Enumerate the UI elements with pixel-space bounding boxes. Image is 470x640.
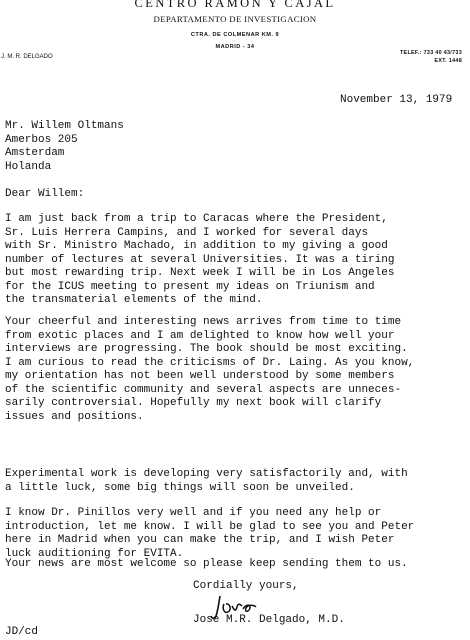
closing: Cordially yours, (193, 580, 299, 592)
paragraph (5, 468, 408, 495)
paragraph (5, 507, 414, 561)
text-line: sarily controversial. Hopefully my next book will clarify (5, 397, 382, 409)
text-line: but most rewarding trip. Next week I will be in Los Angeles (5, 267, 395, 279)
address-line-1: CTRA. DE COLMENAR KM. 9 (190, 32, 280, 38)
address-line-2: MADRID - 34 (215, 44, 255, 50)
text-line: Your news are most welcome so please keep sending them to us. (5, 558, 408, 570)
text-line: luck auditioning for EVITA. (5, 547, 184, 560)
text-line: interviews are progressing. The book should be most exciting. (5, 343, 408, 355)
text-line: I am just back from a trip to Caracas where the President, (5, 213, 388, 225)
text-line: with Sr. Ministro Machado, in addition to my giving a good (5, 240, 388, 252)
telephone-extension: EXT. 1448 (434, 58, 462, 64)
text-line: from exotic places and I am delighted to know how well your (5, 329, 395, 342)
text-line: a little luck, some big things will soon be unveiled. (5, 481, 355, 494)
text-line: the transmaterial elements of the mind. (5, 294, 263, 306)
author-short-name: J. M. R. DELGADO (1, 54, 53, 60)
text-line: for the ICUS meeting to present my ideas on Triunism and (5, 280, 375, 293)
recipient-line: Mr. Willem Oltmans (5, 120, 124, 132)
text-line: of the scientific community and several aspects are unneces- (5, 383, 402, 396)
recipient-line: Amsterdam (5, 147, 65, 159)
text-line: introduction, let me know. I will be glad to see you and Peter (5, 520, 415, 533)
institution-name: CENTRO RAMON Y CAJAL (134, 0, 336, 10)
telephone: TELEF.: 733 40 43/733 (399, 50, 462, 56)
letter-date: November 13, 1979 (340, 94, 453, 106)
text-line: I know Dr. Pinillos very well and if you need any help or (5, 507, 382, 519)
paragraph (5, 316, 414, 424)
text-line: Sr. Luis Herrera Campins, and I worked for several days (5, 226, 369, 239)
text-line: number of lectures at several Universities. It was a tiring (5, 253, 395, 266)
recipient-address (5, 120, 124, 174)
paragraph (5, 213, 394, 308)
text-line: here in Madrid when you can make the trip, and I wish Peter (5, 534, 395, 546)
paragraph (5, 558, 408, 572)
department-name: DEPARTAMENTO DE INVESTIGACION (153, 14, 317, 24)
text-line: I am curious to read the criticisms of Dr. Laing. As you know, (5, 356, 415, 369)
text-line: my orientation has not been well understood by some members (5, 370, 395, 382)
recipient-line: Holanda (5, 160, 52, 173)
text-line: Experimental work is developing very satisfactorily and, with (5, 468, 408, 480)
salutation: Dear Willem: (5, 188, 85, 200)
recipient-line: Amerbos 205 (5, 133, 78, 146)
text-line: issues and positions. (5, 410, 144, 423)
signatory-name: José M.R. Delgado, M.D. (193, 614, 345, 626)
typist-initials: JD/cd (5, 626, 39, 638)
text-line: Your cheerful and interesting news arrives from time to time (5, 316, 402, 328)
